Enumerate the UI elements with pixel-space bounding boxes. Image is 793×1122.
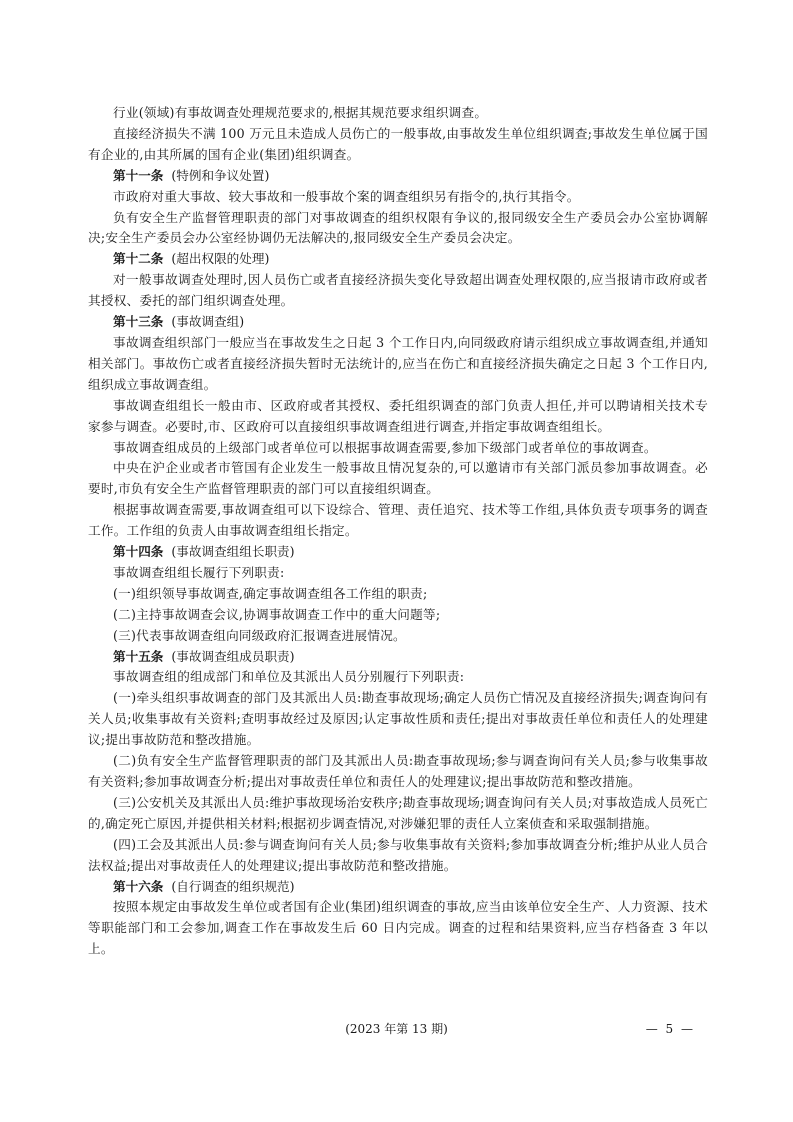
article-heading bbox=[88, 249, 708, 270]
body-paragraph: 直接经济损失不满 100 万元且未造成人员伤亡的一般事故,由事故发生单位组织调查;事故发生单位属于国有企业的,由其所属的国有企业(集团)组织调查。 bbox=[88, 125, 708, 162]
article-title: (超出权限的处理) bbox=[171, 251, 270, 267]
body-paragraph: 事故调查组织部门一般应当在事故发生之日起 3 个工作日内,向同级政府请示组织成立事故调查组,并通知相关部门。事故伤亡或者直接经济损失暂时无法统计的,应当在伤亡和直接经济损失确定之日起 3 个工作日内,组织成立事故调查组。 bbox=[88, 334, 708, 392]
body-paragraph: (三)公安机关及其派出人员:维护事故现场治安秩序;勘查事故现场;调查询问有关人员;对事故造成人员死亡的,确定死亡原因,并提供相关材料;根据初步调查情况,对涉嫌犯罪的责任人立案侦查和采取强制措施。 bbox=[88, 794, 708, 831]
article-title: (特例和争议处置) bbox=[171, 167, 270, 183]
issue-label: (2023 年第 13 期) bbox=[345, 1022, 448, 1036]
body-paragraph: (二)主持事故调查会议,协调事故调查工作中的重大问题等; bbox=[113, 606, 441, 622]
body-paragraph: 负有安全生产监督管理职责的部门对事故调查的组织权限有争议的,报同级安全生产委员会办公室协调解决;安全生产委员会办公室经协调仍无法解决的,报同级安全生产委员会决定。 bbox=[88, 209, 708, 246]
article-heading bbox=[88, 542, 708, 563]
article-heading bbox=[88, 312, 708, 333]
article-number: 第十三条 bbox=[113, 314, 164, 330]
body-paragraph: 事故调查组成员的上级部门或者单位可以根据事故调查需要,参加下级部门或者单位的事故调查。 bbox=[113, 439, 657, 455]
body-paragraph: 事故调查组组长履行下列职责: bbox=[113, 564, 285, 580]
body-paragraph: 事故调查组组长一般由市、区政府或者其授权、委托组织调查的部门负责人担任,并可以聘请相关技术专家参与调查。必要时,市、区政府可以直接组织事故调查组进行调查,并指定事故调查组组长。 bbox=[88, 397, 708, 434]
article-heading bbox=[88, 166, 708, 187]
article-title: (事故调查组组长职责) bbox=[171, 544, 295, 560]
body-paragraph: 市政府对重大事故、较大事故和一般事故个案的调查组织另有指令的,执行其指令。 bbox=[113, 188, 580, 204]
body-paragraph: (二)负有安全生产监督管理职责的部门及其派出人员:勘查事故现场;参与调查询问有关人员;参与收集事故有关资料;参加事故调查分析;提出对事故责任单位和责任人的处理建议;提出事故防范和整改措施。 bbox=[88, 753, 708, 789]
page-footer bbox=[0, 1019, 793, 1041]
body-paragraph: 对一般事故调查处理时,因人员伤亡或者直接经济损失变化导致超出调查处理权限的,应当报请市政府或者其授权、委托的部门组织调查处理。 bbox=[88, 272, 708, 309]
article-number: 第十六条 bbox=[113, 878, 164, 894]
body-paragraph: 按照本规定由事故发生单位或者国有企业(集团)组织调查的事故,应当由该单位安全生产、人力资源、技术等职能部门和工会参加,调查工作在事故发生后 60 日内完成。调查的过程和结果资料,应当存档备查 3 年以上。 bbox=[88, 899, 708, 957]
article-number: 第十五条 bbox=[113, 648, 164, 664]
article-number: 第十二条 bbox=[113, 251, 164, 267]
body-paragraph: (一)组织领导事故调查,确定事故调查组各工作组的职责; bbox=[113, 585, 428, 601]
page-number: — 5 — bbox=[645, 1022, 695, 1036]
document-body bbox=[88, 103, 708, 960]
body-paragraph: (一)牵头组织事故调查的部门及其派出人员:勘查事故现场;确定人员伤亡情况及直接经济损失;调查询问有关人员;收集事故有关资料;查明事故经过及原因;认定事故性质和责任;提出对事故责任单位和责任人的处理建议;提出事故防范和整改措施。 bbox=[88, 690, 708, 748]
body-paragraph: 事故调查组的组成部门和单位及其派出人员分别履行下列职责: bbox=[113, 669, 465, 685]
article-heading bbox=[88, 877, 708, 898]
article-number: 第十一条 bbox=[113, 167, 164, 183]
article-number: 第十四条 bbox=[113, 544, 164, 560]
body-paragraph: (三)代表事故调查组向同级政府汇报调查进展情况。 bbox=[113, 627, 406, 643]
body-paragraph: 中央在沪企业或者市管国有企业发生一般事故且情况复杂的,可以邀请市有关部门派员参加事故调查。必要时,市负有安全生产监督管理职责的部门可以直接组织调查。 bbox=[88, 460, 708, 497]
article-title: (事故调查组成员职责) bbox=[171, 648, 295, 664]
body-paragraph: (四)工会及其派出人员:参与调查询问有关人员;参与收集事故有关资料;参加事故调查分析;维护从业人员合法权益;提出对事故责任人的处理建议;提出事故防范和整改措施。 bbox=[88, 836, 708, 873]
article-heading bbox=[88, 647, 708, 668]
article-title: (自行调查的组织规范) bbox=[171, 878, 295, 894]
article-title: (事故调查组) bbox=[171, 314, 245, 330]
body-paragraph: 根据事故调查需要,事故调查组可以下设综合、管理、责任追究、技术等工作组,具体负责专项事务的调查工作。工作组的负责人由事故调查组组长指定。 bbox=[88, 502, 708, 539]
body-paragraph: 行业(领域)有事故调查处理规范要求的,根据其规范要求组织调查。 bbox=[113, 105, 488, 120]
